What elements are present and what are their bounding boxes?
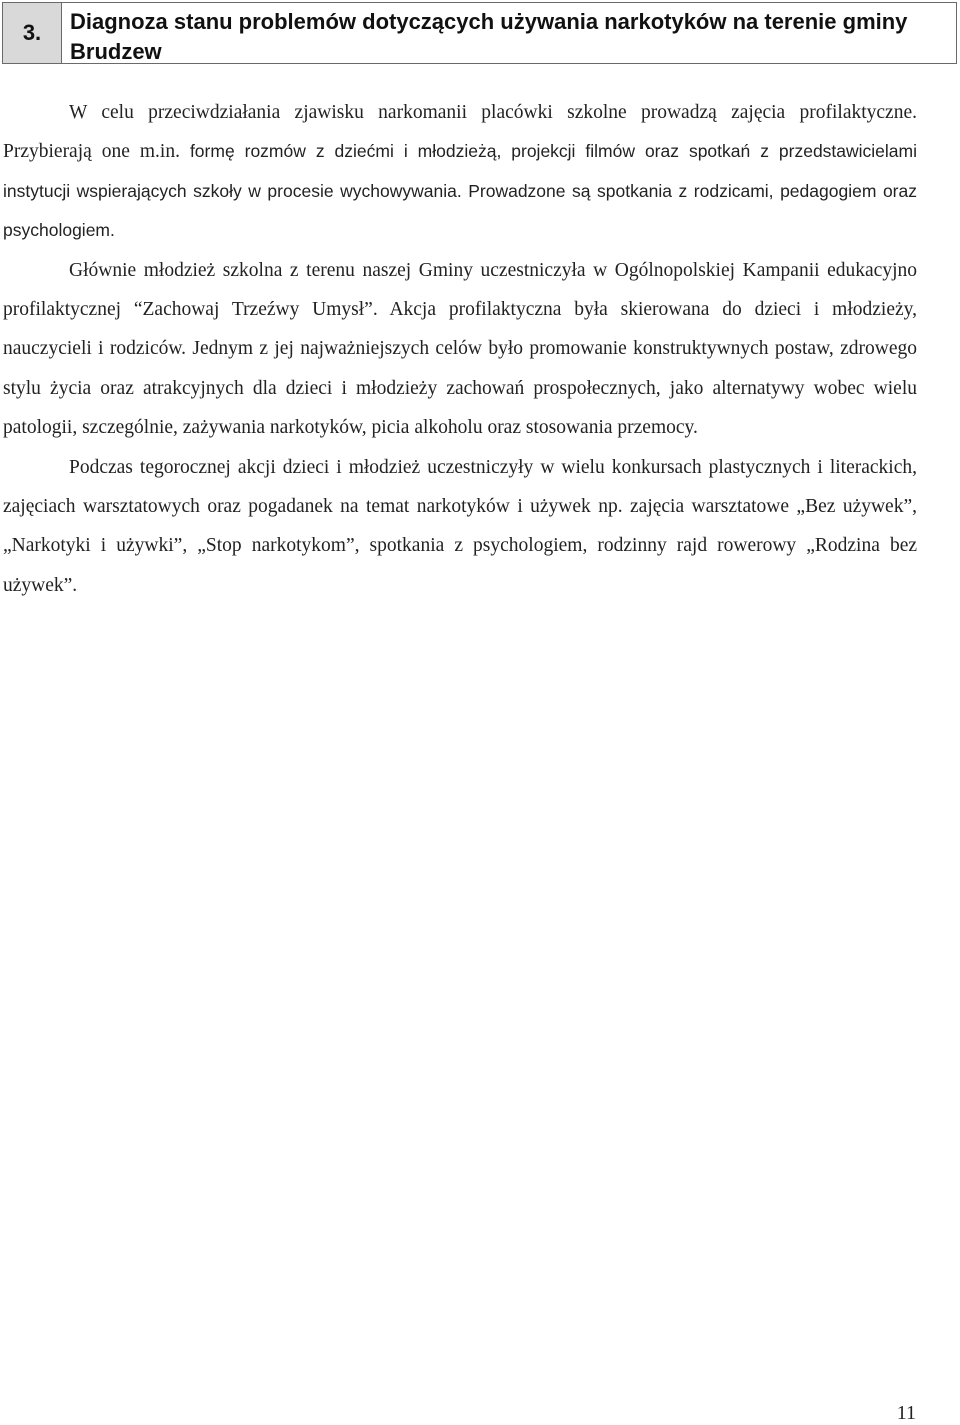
document-body: [3, 93, 917, 605]
paragraph-3-text: Podczas tegorocznej akcji dzieci i młodzież uczestniczyły w wielu konkursach plastycznych i literackich, zajęciach warsztatowych oraz pogadanek na temat narkotyków i używek np. zajęcia warsztatowe „Bez używek”, „Narkotyki i używki”, „Stop narkotykom”, spotkania z psychologiem, rodzinny rajd rowerowy „Rodzina bez używek”.: [3, 456, 917, 596]
paragraph-1: [3, 93, 917, 251]
paragraph-1-serif-text: W celu przeciwdziałania zjawisku narkomanii placówki szkolne prowadzą zajęcia profilaktyczne. Przybierają one m.in.: [3, 102, 917, 163]
section-header: [2, 2, 957, 64]
paragraph-2-text: Głównie młodzież szkolna z terenu naszej Gminy uczestniczyła w Ogólnopolskiej Kampanii edukacyjno profilaktycznej “Zachowaj Trzeźwy Umysł”. Akcja profilaktyczna była skierowana do dzieci i młodzieży, nauczycieli i rodziców. Jednym z jej najważniejszych celów było promowanie konstruktywnych postaw, zdrowego stylu życia oraz atrakcyjnych dla dzieci i młodzieży zachowań prospołecznych, jako alternatywy wobec wielu patologii, szczególnie, zażywania narkotyków, picia alkoholu oraz stosowania przemocy.: [3, 259, 917, 439]
paragraph-3: [3, 448, 917, 606]
paragraph-1-sans-text: formę rozmów z dziećmi i młodzieżą, projekcji filmów oraz spotkań z przedstawicielami instytucji wspierających szkoły w procesie wychowywania. Prowadzone są spotkania z rodzicami, pedagogiem oraz psychologiem.: [3, 141, 917, 241]
section-number: 3.: [3, 3, 62, 63]
page-number: 11: [896, 1402, 916, 1424]
paragraph-2: [3, 251, 917, 448]
section-title: Diagnoza stanu problemów dotyczących używania narkotyków na terenie gminy Brudzew: [70, 9, 908, 64]
